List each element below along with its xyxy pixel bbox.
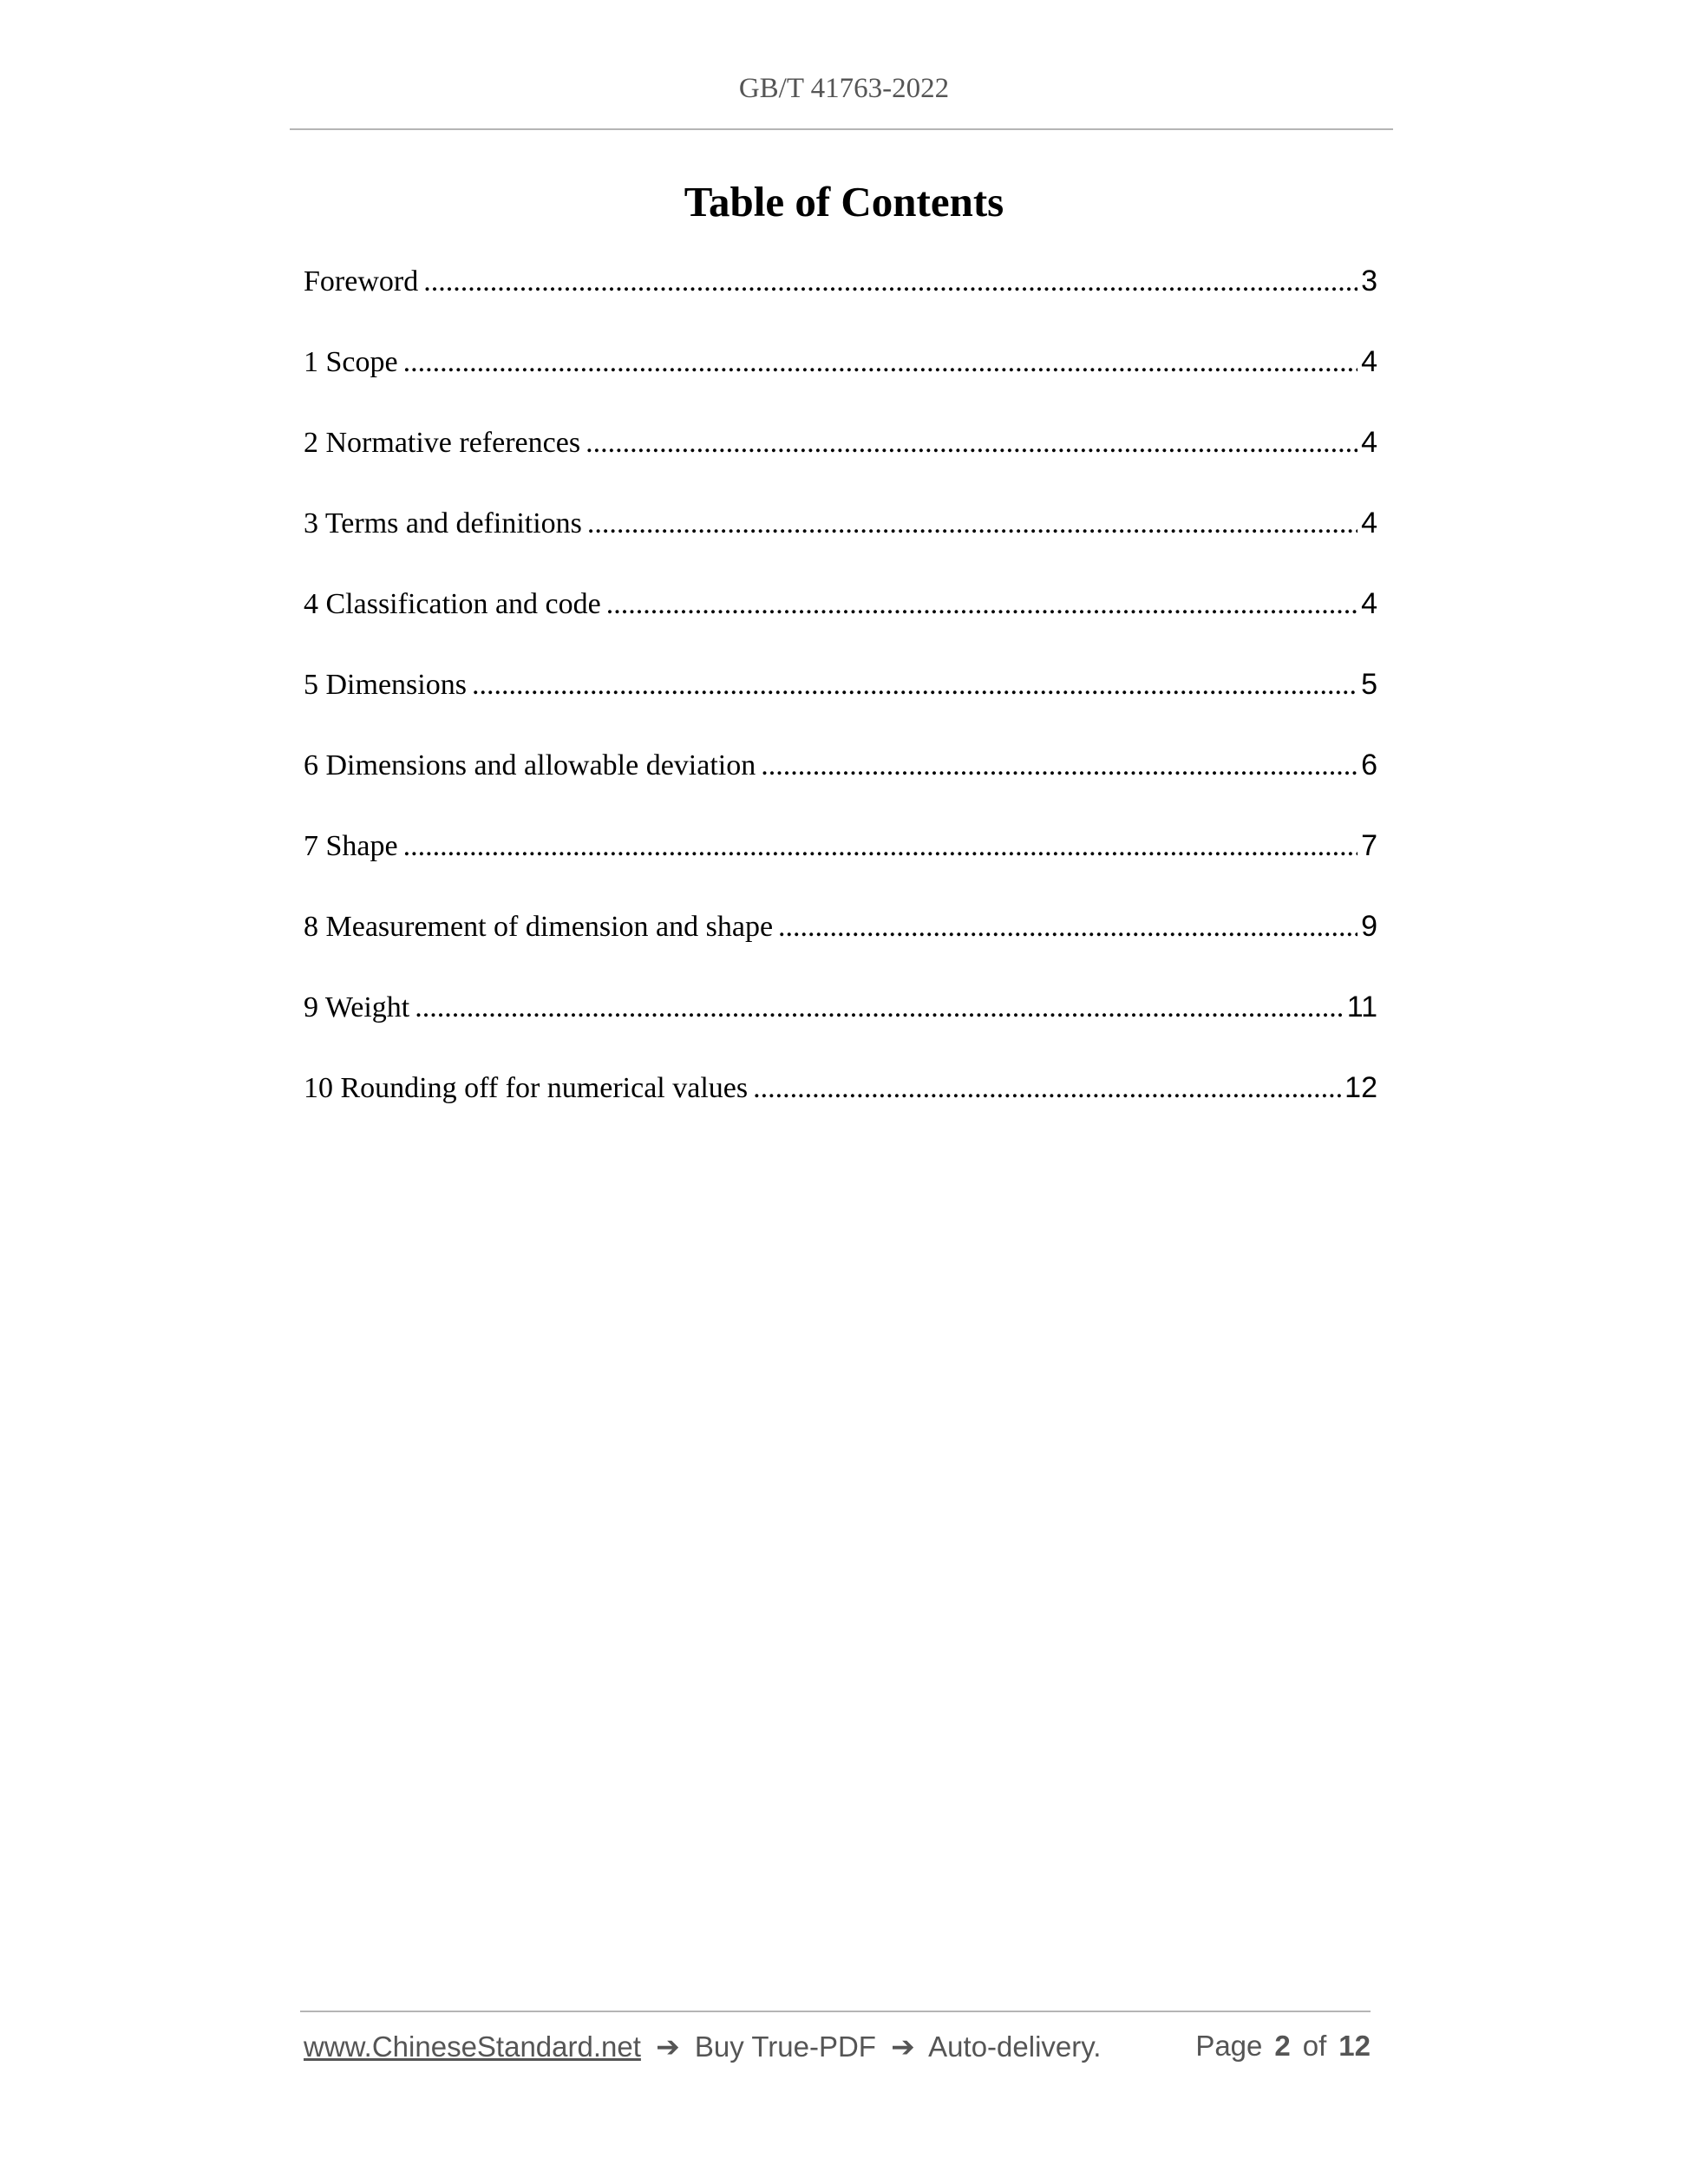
- toc-entry-page: 5: [1361, 668, 1377, 701]
- toc-dot-leader: [778, 911, 1358, 944]
- toc-entry-weight[interactable]: [304, 991, 1377, 1071]
- toc-dot-leader: [761, 749, 1358, 782]
- toc-entry-label: 4 Classification and code: [304, 588, 601, 620]
- toc-entry-shape[interactable]: [304, 829, 1377, 910]
- toc-entry-page: 3: [1361, 265, 1377, 298]
- toc-entry-page: 9: [1361, 910, 1377, 943]
- toc-entry-label: 5 Dimensions: [304, 669, 467, 701]
- toc-entry-page: 4: [1361, 507, 1377, 539]
- buy-true-pdf-text: Buy True-PDF: [694, 2030, 876, 2063]
- toc-entry-foreword[interactable]: [304, 265, 1377, 345]
- toc-entry-classification-and-code[interactable]: [304, 587, 1377, 668]
- toc-dot-leader: [586, 427, 1358, 460]
- toc-entry-terms-and-definitions[interactable]: [304, 507, 1377, 587]
- toc-entry-rounding-off[interactable]: [304, 1071, 1377, 1152]
- toc-dot-leader: [753, 1072, 1341, 1105]
- toc-entry-label: 7 Shape: [304, 830, 398, 862]
- toc-entry-page: 4: [1361, 587, 1377, 620]
- toc-entry-dimensions[interactable]: [304, 668, 1377, 749]
- toc-entry-label: Foreword: [304, 265, 419, 298]
- toc-entry-label: 6 Dimensions and allowable deviation: [304, 749, 756, 781]
- toc-list: [304, 265, 1377, 1152]
- of-word: of: [1302, 2030, 1327, 2062]
- total-page-count: 12: [1338, 2030, 1371, 2062]
- toc-heading: Table of Contents: [684, 178, 1004, 226]
- toc-entry-page: 4: [1361, 345, 1377, 378]
- toc-entry-page: 7: [1361, 829, 1377, 862]
- toc-entry-label: 10 Rounding off for numerical values: [304, 1072, 749, 1104]
- auto-delivery-text: Auto-delivery.: [928, 2030, 1102, 2063]
- document-header-code: GB/T 41763-2022: [738, 73, 950, 104]
- toc-entry-label: 3 Terms and definitions: [304, 507, 582, 539]
- footer-divider: [300, 2011, 1371, 2012]
- toc-dot-leader: [403, 346, 1358, 379]
- header-divider: [290, 128, 1393, 130]
- toc-entry-dimensions-allowable-deviation[interactable]: [304, 749, 1377, 829]
- toc-entry-scope[interactable]: [304, 345, 1377, 426]
- toc-entry-page: 4: [1361, 426, 1377, 459]
- right-arrow-icon: ➔: [891, 2030, 915, 2063]
- page-number-indicator: [1195, 2030, 1371, 2063]
- right-arrow-icon: ➔: [656, 2030, 680, 2063]
- toc-entry-label: 2 Normative references: [304, 427, 581, 459]
- current-page-number: 2: [1274, 2030, 1291, 2062]
- toc-dot-leader: [423, 265, 1358, 298]
- toc-entry-measurement[interactable]: [304, 910, 1377, 991]
- toc-entry-label: 1 Scope: [304, 346, 398, 378]
- footer-promo: [304, 2030, 1101, 2063]
- toc-entry-normative-references[interactable]: [304, 426, 1377, 507]
- site-link[interactable]: www.ChineseStandard.net: [304, 2030, 641, 2063]
- toc-entry-label: 9 Weight: [304, 991, 410, 1023]
- toc-entry-page: 12: [1345, 1071, 1377, 1104]
- toc-entry-page: 11: [1346, 991, 1377, 1023]
- toc-dot-leader: [472, 669, 1358, 702]
- page-word: Page: [1195, 2030, 1263, 2062]
- toc-entry-label: 8 Measurement of dimension and shape: [304, 911, 774, 943]
- toc-dot-leader: [606, 588, 1358, 621]
- toc-dot-leader: [587, 507, 1358, 540]
- toc-dot-leader: [403, 830, 1358, 863]
- toc-dot-leader: [415, 991, 1343, 1024]
- toc-entry-page: 6: [1361, 749, 1377, 781]
